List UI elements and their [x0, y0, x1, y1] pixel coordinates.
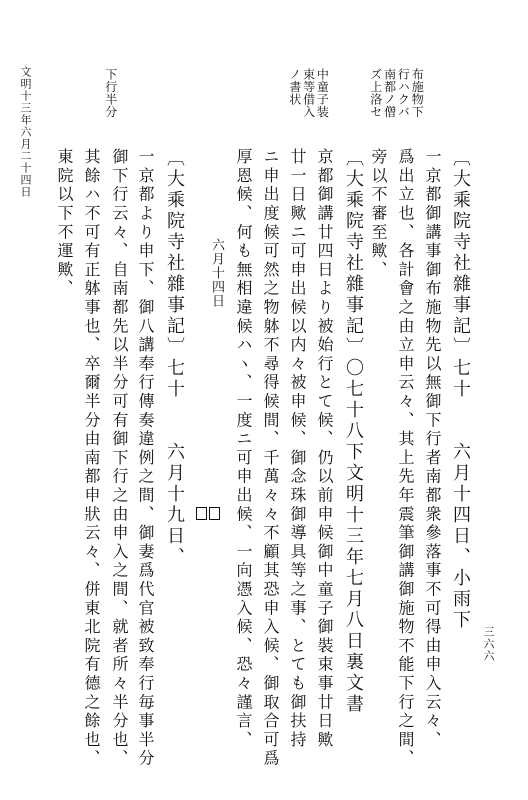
text-line: 廿一日歟ニ可申出候以内々被申候、御念珠御導具等之事、とても御扶持 — [288, 148, 307, 750]
page-header-date: 文明十三年六月二十四日 — [19, 66, 32, 198]
text-line: 御下行云々、自南都先以半分可有御下行之由申入之間、就者所々半分也、 — [110, 148, 129, 769]
margin-annotation: 布施物下行ハクバ南都ノ僧ズ上洛セ — [368, 68, 425, 118]
margin-annotation: 下行半分 — [103, 68, 118, 118]
text-line: 六月十四日 — [209, 238, 224, 308]
text-line: 爲出立也、各計會之由立申云々、其上先年震筆御講御施物不能下行之間、 — [396, 148, 415, 769]
blank-boxes — [196, 505, 222, 524]
text-line: 旁以不審至歟、 — [369, 148, 388, 280]
text-line: ニ申出度候可然之物躰不尋得候間、千萬々々不顧其恐申入候、御取合可爲 — [261, 148, 280, 769]
text-line: 厚恩候、何も無相違候ハヽ、一度ニ可申出候、一向憑入候、恐々謹言、 — [234, 148, 253, 750]
blank-box — [196, 507, 207, 520]
text-line: 其餘ハ不可有正躰事也、卒爾半分由南都申狀云々、併東北院有德之餘也、 — [82, 148, 101, 769]
margin-annotation: 中童子装束等借入ノ書状 — [287, 68, 330, 118]
page-number: 三六六 — [482, 626, 495, 662]
text-line: 〔大乘院寺社雜事記〕七十 六月十四日、小雨下 — [450, 148, 471, 631]
text-line: 東院以下不運歟、 — [55, 148, 74, 299]
blank-box — [209, 507, 220, 520]
text-line: 〔大乘院寺社雜事記〕〇七十八下文明十三年七月八日裏文書 — [343, 148, 364, 715]
text-line: 一京都御講事御布施物先以無御下行者南都衆參落事不可得由申入云々、 — [423, 148, 442, 750]
text-line: 一京都より申下、御八講奉行傳奏違例之間、御妻爲代官被致奉行毎事半分 — [136, 148, 155, 769]
text-line: 京都御講廿四日より被始行とて候、仍以前申候御中童子御裝束事廿日歟 — [315, 148, 334, 750]
text-line: 〔大乘院寺社雜事記〕七十 六月十九日、 — [164, 148, 185, 568]
